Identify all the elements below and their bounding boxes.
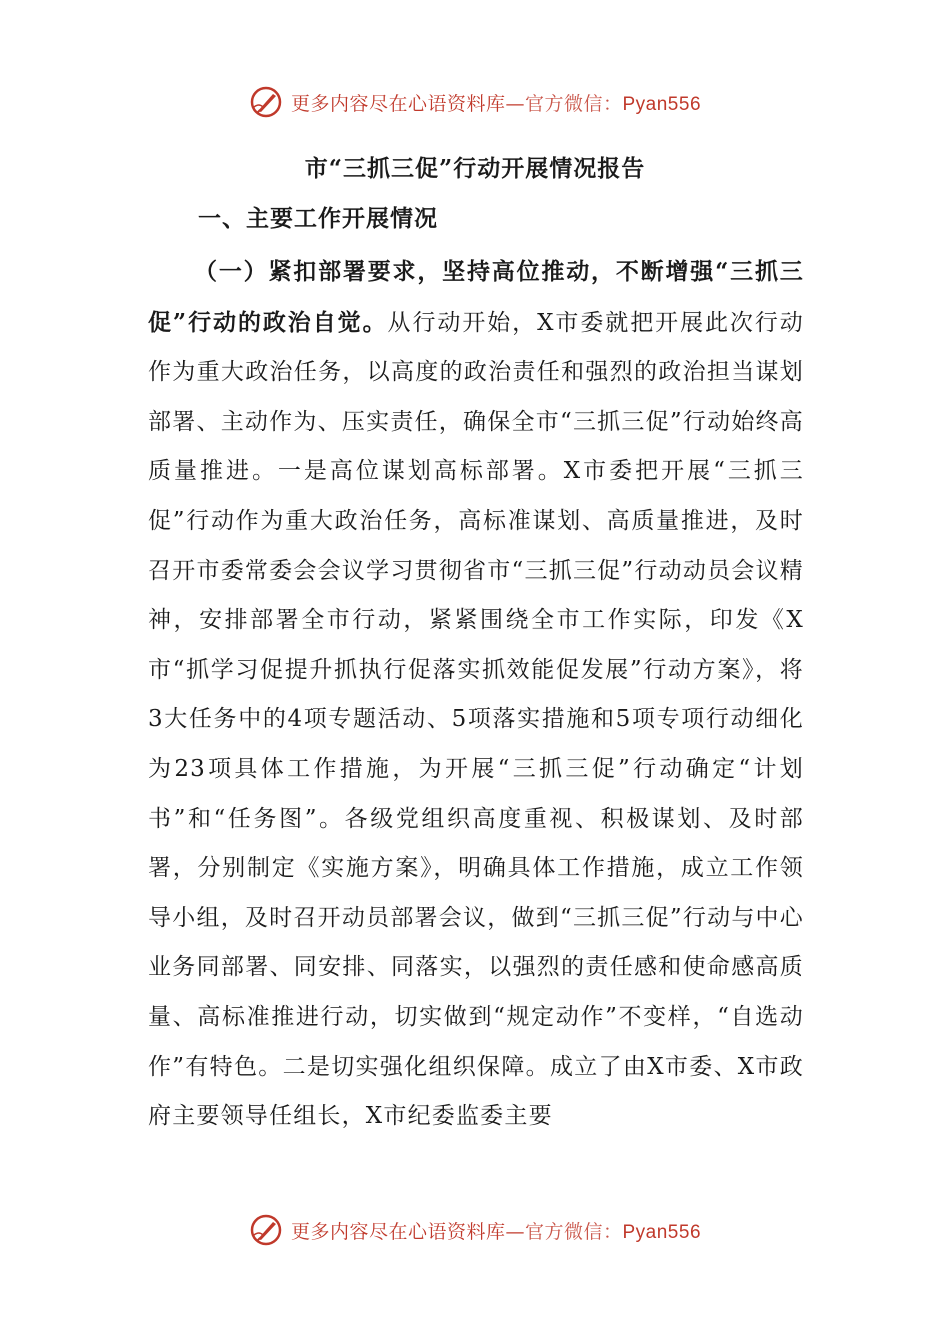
watermark-banner-top: [0, 82, 950, 122]
watermark-wechat-id: Pyan556: [622, 1221, 702, 1243]
quill-pen-icon: [249, 1213, 283, 1247]
body-paragraph: [148, 247, 804, 1142]
watermark-banner-bottom: [0, 1210, 950, 1250]
watermark-text: [291, 89, 701, 116]
section-heading: 一、主要工作开展情况: [198, 205, 438, 232]
watermark-brand: 更多内容尽在心语资料库: [290, 1220, 506, 1243]
watermark-wechat-label: 官方微信：: [524, 1220, 623, 1243]
paragraph-lead: （一）紧扣部署要求，坚持高位推动，不断增强“三抓三促”行动的政治自觉。: [148, 258, 804, 336]
watermark-brand: 更多内容尽在心语资料库: [290, 92, 506, 115]
document-title: 市“三抓三促”行动开展情况报告: [304, 155, 646, 182]
watermark-dash: —: [505, 1220, 525, 1243]
watermark-wechat-id: Pyan556: [622, 93, 702, 115]
paragraph-text: 从行动开始，X市委就把开展此次行动作为重大政治任务，以高度的政治责任和强烈的政治担当谋划部署、主动作为、压实责任，确保全市“三抓三促”行动始终高质量推进。一是高位谋划高标部署。X市委把开展“三抓三促”行动作为重大政治任务，高标准谋划、高质量推进，及时召开市委常委会会议学习贯彻省市“三抓三促”行动动员会议精神，安排部署全市行动，紧紧围绕全市工作实际，印发《X市“抓学习促提升抓执行促落实抓效能促发展”行动方案》，将3大任务中的4项专题活动、5项落实措施和5项专项行动细化为23项具体工作措施，为开展“三抓三促”行动确定“计划书”和“任务图”。各级党组织高度重视、积极谋划、及时部署，分别制定《实施方案》，明确具体工作措施，成立工作领导小组，及时召开动员部署会议，做到“三抓三促”行动与中心业务同部署、同安排、同落实，以强烈的责任感和使命感高质量、高标准推进行动，切实做到“规定动作”不变样，“自选动作”有特色。二是切实强化组织保障。成立了由X市委、X市政府主要领导任组长，X市纪委监委主要: [148, 309, 804, 1130]
watermark-dash: —: [505, 92, 525, 115]
watermark-text: [291, 1217, 701, 1244]
quill-pen-icon: [249, 85, 283, 119]
watermark-wechat-label: 官方微信：: [524, 92, 623, 115]
